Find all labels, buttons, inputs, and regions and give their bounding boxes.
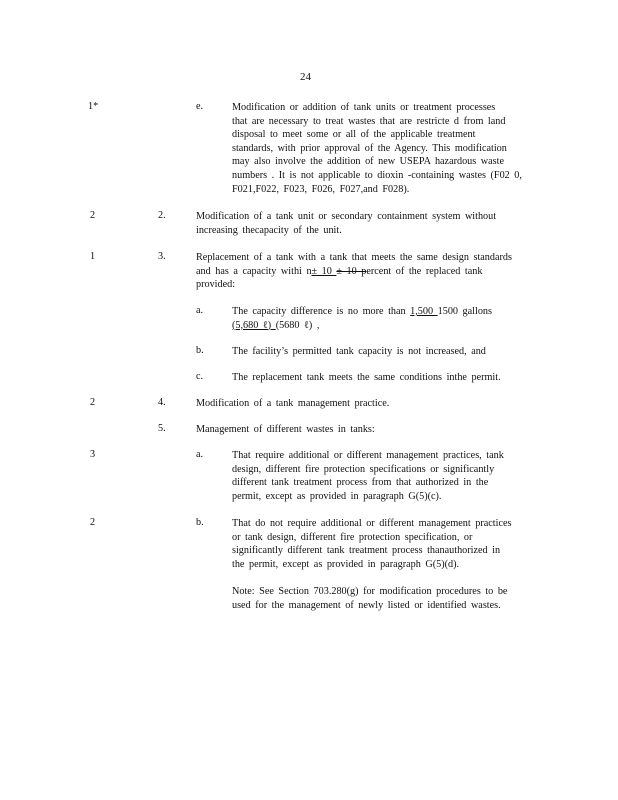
item-marker: 2. [158, 210, 166, 221]
text-line [232, 319, 542, 333]
deleted-text: ± 10 p [336, 265, 367, 277]
text-run: (5680 ℓ) , [275, 319, 320, 331]
text-line: significantly different tank treatment process thanauthorized in [232, 545, 501, 557]
text-run: 1500 gallons [437, 306, 492, 317]
item-marker: a. [196, 305, 204, 316]
item-text [232, 345, 542, 359]
item-marker: e. [196, 101, 204, 112]
text-line: the permit, except as provided in paragraph G(5)(d). [232, 558, 460, 570]
text-line: That require additional or different management practices, tank [232, 450, 504, 461]
note-text [232, 585, 542, 612]
item-text [196, 210, 546, 237]
text-line: The facility’s permitted tank capacity is not increased, and [232, 346, 486, 357]
item-text [232, 101, 542, 196]
text-line: standards, with prior approval of the Agency. This modification [232, 142, 507, 154]
item-marker: 5. [158, 423, 166, 434]
text-line: increasing thecapacity of the unit. [196, 224, 342, 236]
text-line: Modification of a tank unit or secondary containment system without [196, 211, 497, 222]
text-line: The replacement tank meets the same conditions inthe permit. [232, 372, 501, 383]
class-label: 2 [90, 210, 96, 221]
text-line [196, 265, 546, 279]
text-line: Modification or addition of tank units or treatment processes [232, 102, 496, 113]
item-marker: b. [196, 517, 204, 528]
item-text [232, 517, 542, 571]
text-run: n [306, 265, 312, 277]
text-run: The capacity difference is no more than [232, 306, 411, 317]
inserted-text: ± 10 [311, 265, 337, 277]
page-number: 24 [300, 71, 311, 83]
text-line: Note: See Section 703.280(g) for modification procedures to be [232, 586, 508, 597]
item-text [232, 449, 542, 503]
item-marker: 3. [158, 251, 166, 262]
text-line: different tank treatment process from that authorized in the [232, 477, 489, 489]
class-label: 2 [90, 517, 96, 528]
text-line: That do not require additional or different management practices [232, 518, 512, 529]
text-line [232, 305, 542, 319]
text-line: or tank design, different fire protection specification, or [232, 531, 473, 543]
text-line: design, different fire protection specifications or significantly [232, 463, 495, 475]
class-label: 1 [90, 251, 96, 262]
text-line: permit, except as provided in paragraph G(5)(c). [232, 490, 442, 502]
item-text [196, 423, 546, 437]
item-marker: b. [196, 345, 204, 356]
text-run: ercent of the replaced tank [366, 265, 483, 277]
text-line: numbers . It is not applicable to dioxin -containing wastes (F02 0, [232, 169, 522, 181]
text-line: Replacement of a tank with a tank that meets the same design standards [196, 252, 512, 263]
inserted-text: 1,500 [410, 306, 438, 317]
text-line: used for the management of newly listed or identified wastes. [232, 599, 501, 611]
text-line: provided: [196, 279, 236, 291]
text-run: and has a capacity withi [196, 265, 307, 277]
inserted-text: (5,680 ℓ) [232, 319, 276, 331]
text-line: Modification of a tank management practice. [196, 398, 390, 409]
class-label: 2 [90, 397, 96, 408]
text-line: Management of different wastes in tanks: [196, 424, 375, 435]
item-text [196, 397, 546, 411]
text-line: disposal to meet some or all of the applicable treatment [232, 129, 476, 141]
item-text [196, 251, 546, 292]
text-line: that are necessary to treat wastes that are restricte d from land [232, 115, 506, 127]
item-marker: 4. [158, 397, 166, 408]
item-marker: a. [196, 449, 204, 460]
item-text [232, 305, 542, 332]
class-label: 1* [88, 101, 99, 112]
item-marker: c. [196, 371, 204, 382]
class-label: 3 [90, 449, 96, 460]
text-line: F021,F022, F023, F026, F027,and F028). [232, 183, 410, 195]
item-text [232, 371, 542, 385]
text-line: may also involve the addition of new USEPA hazardous waste [232, 156, 504, 168]
